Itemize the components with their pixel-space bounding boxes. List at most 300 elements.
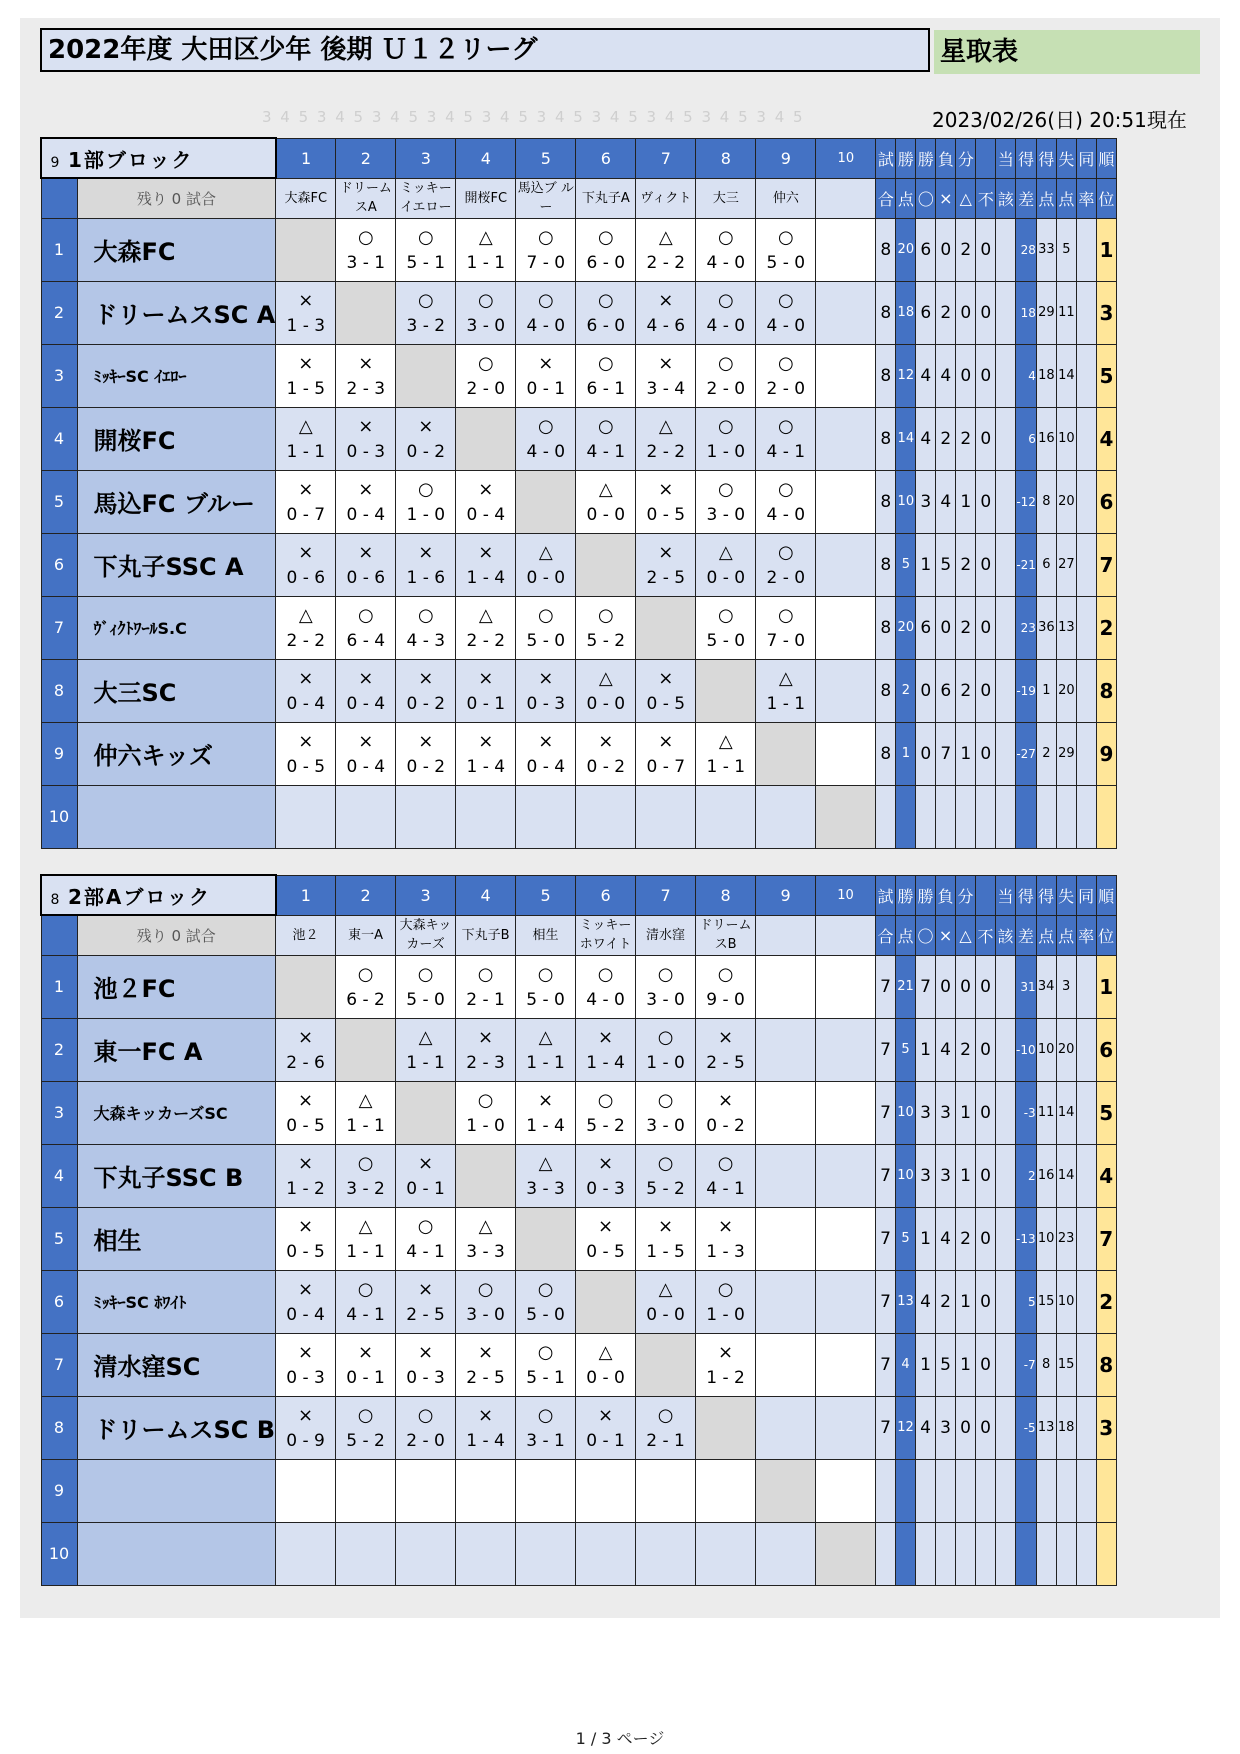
opponent-header (816, 915, 876, 955)
goals-against: 13 (1056, 596, 1076, 659)
match-result-cell (696, 596, 756, 659)
result-mark: ○ (717, 415, 734, 437)
match-result-cell (816, 1018, 876, 1081)
match-score: 2 - 5 (406, 1304, 445, 1325)
block-number: 9 (50, 154, 60, 171)
match-result-cell (696, 470, 756, 533)
result-mark: ○ (717, 352, 734, 374)
team-row (41, 533, 1116, 596)
match-result-cell (696, 1522, 756, 1585)
match-score: 1 - 1 (466, 252, 506, 273)
tiebreak (996, 1396, 1016, 1459)
rank: 4 (1096, 1144, 1116, 1207)
result-mark: × (538, 667, 554, 689)
team-row (41, 1270, 1116, 1333)
match-result-cell (336, 1459, 396, 1522)
result-mark (756, 1213, 815, 1239)
match-result-cell (816, 533, 876, 596)
points: 10 (896, 1081, 916, 1144)
stat-header-bottom: △ (956, 915, 976, 955)
result-mark: △ (478, 226, 493, 248)
stat-header-bottom: 〇 (916, 915, 936, 955)
result-mark (456, 1465, 515, 1491)
match-score (336, 1554, 395, 1580)
result-mark (576, 791, 635, 817)
result-mark: ○ (477, 289, 494, 311)
goals-for: 13 (1036, 1396, 1056, 1459)
match-score: 1 - 2 (706, 1367, 745, 1388)
result-mark: × (478, 478, 494, 500)
row-number: 4 (41, 1144, 77, 1207)
match-score (516, 1554, 575, 1580)
match-score (816, 754, 875, 780)
match-score: 1 - 1 (286, 441, 326, 462)
stat-header-top: 同 (1076, 138, 1096, 178)
goals-against: 18 (1056, 1396, 1076, 1459)
match-score: 0 - 4 (346, 693, 386, 714)
team-name: ﾐｯｷｰSC ｲｴﾛｰ (77, 344, 276, 407)
match-score (336, 1491, 395, 1517)
match-score: 2 - 2 (466, 630, 506, 651)
match-result-cell (576, 596, 636, 659)
match-score: 2 - 5 (466, 1367, 505, 1388)
result-mark: △ (298, 415, 313, 437)
result-mark: ○ (597, 604, 614, 626)
wins: 3 (916, 470, 936, 533)
stat-header-bottom: 率 (1076, 915, 1096, 955)
goals-against (1056, 785, 1076, 848)
match-result-cell (636, 659, 696, 722)
result-mark: × (298, 289, 314, 311)
match-result-cell (456, 596, 516, 659)
rank (1096, 1522, 1116, 1585)
match-score (816, 250, 875, 276)
match-result-cell (816, 659, 876, 722)
opponent-header: 池２ (276, 915, 336, 955)
rank: 2 (1096, 1270, 1116, 1333)
result-mark: ○ (537, 1404, 554, 1426)
match-result-cell (336, 1207, 396, 1270)
match-result-cell (816, 470, 876, 533)
games-played (876, 785, 896, 848)
match-result-cell (456, 1270, 516, 1333)
result-mark: ○ (357, 1152, 374, 1174)
match-score (456, 817, 515, 843)
team-row (41, 1522, 1116, 1585)
match-score (816, 313, 875, 339)
column-number-7: 7 (636, 138, 696, 178)
match-result-cell (756, 955, 816, 1018)
games-played: 8 (876, 218, 896, 281)
result-mark: ○ (657, 1404, 674, 1426)
result-mark: × (298, 352, 314, 374)
losses: 5 (936, 1333, 956, 1396)
match-result-cell (456, 281, 516, 344)
match-result-cell (816, 281, 876, 344)
goals-for: 33 (1036, 218, 1056, 281)
match-score (816, 1428, 875, 1454)
goals-for: 34 (1036, 955, 1056, 1018)
opponent-header: ヴィクト (636, 178, 696, 218)
team-name: 下丸子SSC B (77, 1144, 276, 1207)
goals-against: 5 (1056, 218, 1076, 281)
result-mark (816, 1024, 875, 1050)
match-score: 2 - 0 (466, 378, 506, 399)
tiebreak (996, 1144, 1016, 1207)
match-result-cell (696, 1207, 756, 1270)
block-header-row (41, 875, 1116, 915)
stat-header-top: 分 (956, 875, 976, 915)
goal-difference: 23 (1016, 596, 1037, 659)
goal-difference: -13 (1016, 1207, 1037, 1270)
self-match-cell (276, 955, 336, 1018)
match-score: 5 - 0 (706, 630, 746, 651)
opponent-header: 開桜FC (456, 178, 516, 218)
rank: 5 (1096, 1081, 1116, 1144)
match-score: 4 - 1 (706, 1178, 745, 1199)
match-result-cell (456, 1522, 516, 1585)
opponent-header: 大森FC (276, 178, 336, 218)
result-mark (276, 1465, 335, 1491)
opponent-header: 大三 (696, 178, 756, 218)
result-mark: ○ (357, 963, 374, 985)
result-mark (456, 1528, 515, 1554)
losses: 4 (936, 1207, 956, 1270)
result-mark: ○ (717, 478, 734, 500)
self-match-cell (396, 1081, 456, 1144)
result-mark: × (598, 1152, 614, 1174)
wins: 6 (916, 596, 936, 659)
result-mark: △ (358, 1089, 373, 1111)
draws: 0 (956, 344, 976, 407)
column-number-8: 8 (696, 875, 756, 915)
stat-header-top: 負 (936, 138, 956, 178)
result-mark: × (658, 1215, 674, 1237)
result-mark: △ (718, 730, 733, 752)
goals-for: 16 (1036, 1144, 1056, 1207)
match-score: 2 - 1 (646, 1430, 685, 1451)
draws: 2 (956, 407, 976, 470)
tiebreak (996, 1207, 1016, 1270)
games-played: 8 (876, 281, 896, 344)
match-score: 0 - 6 (346, 567, 386, 588)
match-score: 6 - 0 (586, 315, 626, 336)
team-row (41, 1396, 1116, 1459)
stat-header-bottom: 合 (876, 915, 896, 955)
goal-difference: 18 (1016, 281, 1037, 344)
rank: 8 (1096, 659, 1116, 722)
match-result-cell (336, 407, 396, 470)
result-mark (756, 1402, 815, 1428)
losses: 2 (936, 1270, 956, 1333)
match-score: 0 - 3 (526, 693, 566, 714)
wins: 7 (916, 955, 936, 1018)
match-score: 2 - 5 (646, 567, 686, 588)
losses: 2 (936, 407, 956, 470)
team-name: ドリームスSC B (77, 1396, 276, 1459)
result-mark: ○ (417, 963, 434, 985)
match-result-cell (516, 281, 576, 344)
tiebreak (996, 1333, 1016, 1396)
result-mark: ○ (777, 541, 794, 563)
match-result-cell (516, 1144, 576, 1207)
wins: 3 (916, 1081, 936, 1144)
match-score: 4 - 3 (406, 630, 446, 651)
match-result-cell (576, 1081, 636, 1144)
match-result-cell (396, 1396, 456, 1459)
opponent-header (816, 178, 876, 218)
goals-against: 20 (1056, 659, 1076, 722)
result-mark: × (298, 1278, 314, 1300)
match-score (576, 1491, 635, 1517)
match-score: 0 - 2 (406, 693, 446, 714)
forfeits: 0 (976, 1018, 996, 1081)
match-score (396, 817, 455, 843)
tiebreak (996, 1459, 1016, 1522)
match-result-cell (336, 470, 396, 533)
points (896, 1459, 916, 1522)
block-name-cell (41, 138, 276, 178)
self-match-cell (516, 1207, 576, 1270)
match-score: 2 - 3 (346, 378, 386, 399)
goals-against: 29 (1056, 722, 1076, 785)
stat-header-bottom: 点 (896, 178, 916, 218)
self-match-cell (756, 1459, 816, 1522)
draws: 2 (956, 659, 976, 722)
column-number-9: 9 (756, 138, 816, 178)
opponent-header: 下丸子B (456, 915, 516, 955)
result-mark: × (718, 1026, 734, 1048)
match-result-cell (636, 1522, 696, 1585)
wins: 0 (916, 659, 936, 722)
forfeits: 0 (976, 596, 996, 659)
match-result-cell (576, 1018, 636, 1081)
result-mark: ○ (717, 1152, 734, 1174)
stat-header-bottom: 該 (996, 915, 1016, 955)
goals-for: 10 (1036, 1207, 1056, 1270)
points: 5 (896, 1018, 916, 1081)
stat-header-bottom: 差 (1016, 178, 1037, 218)
games-played: 7 (876, 955, 896, 1018)
block-name-cell (41, 875, 276, 915)
match-score (816, 1113, 875, 1139)
rank: 7 (1096, 1207, 1116, 1270)
result-mark (276, 791, 335, 817)
match-result-cell (276, 533, 336, 596)
column-number-5: 5 (516, 875, 576, 915)
goals-against (1056, 1522, 1076, 1585)
wins: 4 (916, 1396, 936, 1459)
match-score: 5 - 1 (406, 252, 446, 273)
match-result-cell (816, 1333, 876, 1396)
match-score: 0 - 4 (526, 756, 566, 777)
match-result-cell (696, 407, 756, 470)
block-name: 2部Aブロック (68, 884, 211, 909)
match-score: 4 - 1 (586, 441, 626, 462)
match-result-cell (816, 1459, 876, 1522)
stat-header-top: 当 (996, 875, 1016, 915)
tie-rate (1076, 344, 1096, 407)
points: 5 (896, 1207, 916, 1270)
team-name: 大三SC (77, 659, 276, 722)
page-title: 2022年度 大田区少年 後期 Ｕ１２リーグ (40, 28, 930, 72)
goals-against: 10 (1056, 1270, 1076, 1333)
match-score: 1 - 0 (466, 1115, 505, 1136)
match-result-cell (456, 785, 516, 848)
forfeits: 0 (976, 1396, 996, 1459)
blank-corner (41, 915, 77, 955)
result-mark: ○ (777, 415, 794, 437)
draws: 1 (956, 1333, 976, 1396)
goal-difference: -3 (1016, 1081, 1037, 1144)
games-played: 7 (876, 1333, 896, 1396)
match-result-cell (576, 1522, 636, 1585)
rank: 2 (1096, 596, 1116, 659)
points: 10 (896, 470, 916, 533)
row-number: 9 (41, 1459, 77, 1522)
opponent-header: ドリーム スA (336, 178, 396, 218)
result-mark: × (358, 667, 374, 689)
team-name: 下丸子SSC A (77, 533, 276, 596)
match-score: 1 - 4 (586, 1052, 625, 1073)
row-number: 10 (41, 785, 77, 848)
tiebreak (996, 533, 1016, 596)
match-result-cell (696, 533, 756, 596)
stat-header-bottom: 点 (1036, 915, 1056, 955)
stat-header-top: 得 (1036, 138, 1056, 178)
self-match-cell (756, 722, 816, 785)
tie-rate (1076, 533, 1096, 596)
match-score: 0 - 1 (406, 1178, 445, 1199)
forfeits: 0 (976, 659, 996, 722)
losses (936, 1459, 956, 1522)
result-mark (756, 1087, 815, 1113)
result-mark: △ (538, 1026, 553, 1048)
match-result-cell (516, 1081, 576, 1144)
goals-against (1056, 1459, 1076, 1522)
stat-header-bottom: 位 (1096, 915, 1116, 955)
match-score: 5 - 0 (406, 989, 445, 1010)
result-mark: ○ (597, 415, 614, 437)
games-played: 8 (876, 596, 896, 659)
stat-header-top: 順 (1096, 875, 1116, 915)
match-score (756, 1176, 815, 1202)
match-result-cell (456, 344, 516, 407)
goals-for (1036, 785, 1056, 848)
result-mark (756, 1528, 815, 1554)
match-score (516, 817, 575, 843)
tie-rate (1076, 1459, 1096, 1522)
column-number-10: 10 (816, 875, 876, 915)
result-mark: × (478, 667, 494, 689)
match-result-cell (336, 1522, 396, 1585)
match-result-cell (576, 1333, 636, 1396)
result-mark: × (538, 1089, 554, 1111)
goals-for: 36 (1036, 596, 1056, 659)
result-mark (576, 1528, 635, 1554)
column-number-6: 6 (576, 138, 636, 178)
result-mark: ○ (537, 289, 554, 311)
match-result-cell (516, 218, 576, 281)
match-score: 0 - 4 (346, 504, 386, 525)
self-match-cell (576, 1270, 636, 1333)
goals-for: 29 (1036, 281, 1056, 344)
match-score: 4 - 0 (526, 441, 566, 462)
match-result-cell (516, 785, 576, 848)
forfeits: 0 (976, 281, 996, 344)
team-row (41, 281, 1116, 344)
match-score: 4 - 0 (766, 315, 806, 336)
games-played: 8 (876, 659, 896, 722)
draws (956, 785, 976, 848)
match-score: 0 - 9 (286, 1430, 325, 1451)
tie-rate (1076, 1522, 1096, 1585)
match-result-cell (276, 344, 336, 407)
stat-header-top: 失 (1056, 875, 1076, 915)
match-result-cell (576, 344, 636, 407)
draws: 2 (956, 533, 976, 596)
match-result-cell (396, 1522, 456, 1585)
goals-against: 27 (1056, 533, 1076, 596)
match-score: 3 - 0 (646, 989, 685, 1010)
result-mark: △ (778, 667, 793, 689)
match-score (816, 1302, 875, 1328)
match-result-cell (396, 1207, 456, 1270)
games-played: 7 (876, 1207, 896, 1270)
match-score: 3 - 3 (526, 1178, 565, 1199)
match-result-cell (576, 722, 636, 785)
result-mark: × (358, 730, 374, 752)
rank: 6 (1096, 1018, 1116, 1081)
match-result-cell (696, 785, 756, 848)
result-mark: ○ (717, 604, 734, 626)
match-result-cell (336, 722, 396, 785)
opponent-header: 仲六 (756, 178, 816, 218)
match-result-cell (516, 407, 576, 470)
goals-against: 20 (1056, 470, 1076, 533)
match-result-cell (636, 407, 696, 470)
match-result-cell (516, 1459, 576, 1522)
match-result-cell (276, 1081, 336, 1144)
tiebreak (996, 407, 1016, 470)
column-number-7: 7 (636, 875, 696, 915)
match-result-cell (276, 1396, 336, 1459)
match-result-cell (396, 1144, 456, 1207)
match-score (696, 1554, 755, 1580)
match-result-cell (576, 785, 636, 848)
losses (936, 1522, 956, 1585)
stat-header-top: 同 (1076, 875, 1096, 915)
match-result-cell (816, 722, 876, 785)
stat-header-bottom: × (936, 915, 956, 955)
result-mark (816, 1465, 875, 1491)
team-name: 池２FC (77, 955, 276, 1018)
self-match-cell (456, 407, 516, 470)
match-score (816, 1491, 875, 1517)
result-mark: × (598, 1404, 614, 1426)
team-name: 相生 (77, 1207, 276, 1270)
result-mark: × (538, 352, 554, 374)
goals-for: 15 (1036, 1270, 1056, 1333)
result-mark: ○ (597, 352, 614, 374)
match-score: 1 - 1 (526, 1052, 565, 1073)
match-result-cell (396, 1333, 456, 1396)
result-mark (336, 791, 395, 817)
forfeits: 0 (976, 722, 996, 785)
match-result-cell (816, 1081, 876, 1144)
match-score: 2 - 3 (466, 1052, 505, 1073)
tie-rate (1076, 1018, 1096, 1081)
